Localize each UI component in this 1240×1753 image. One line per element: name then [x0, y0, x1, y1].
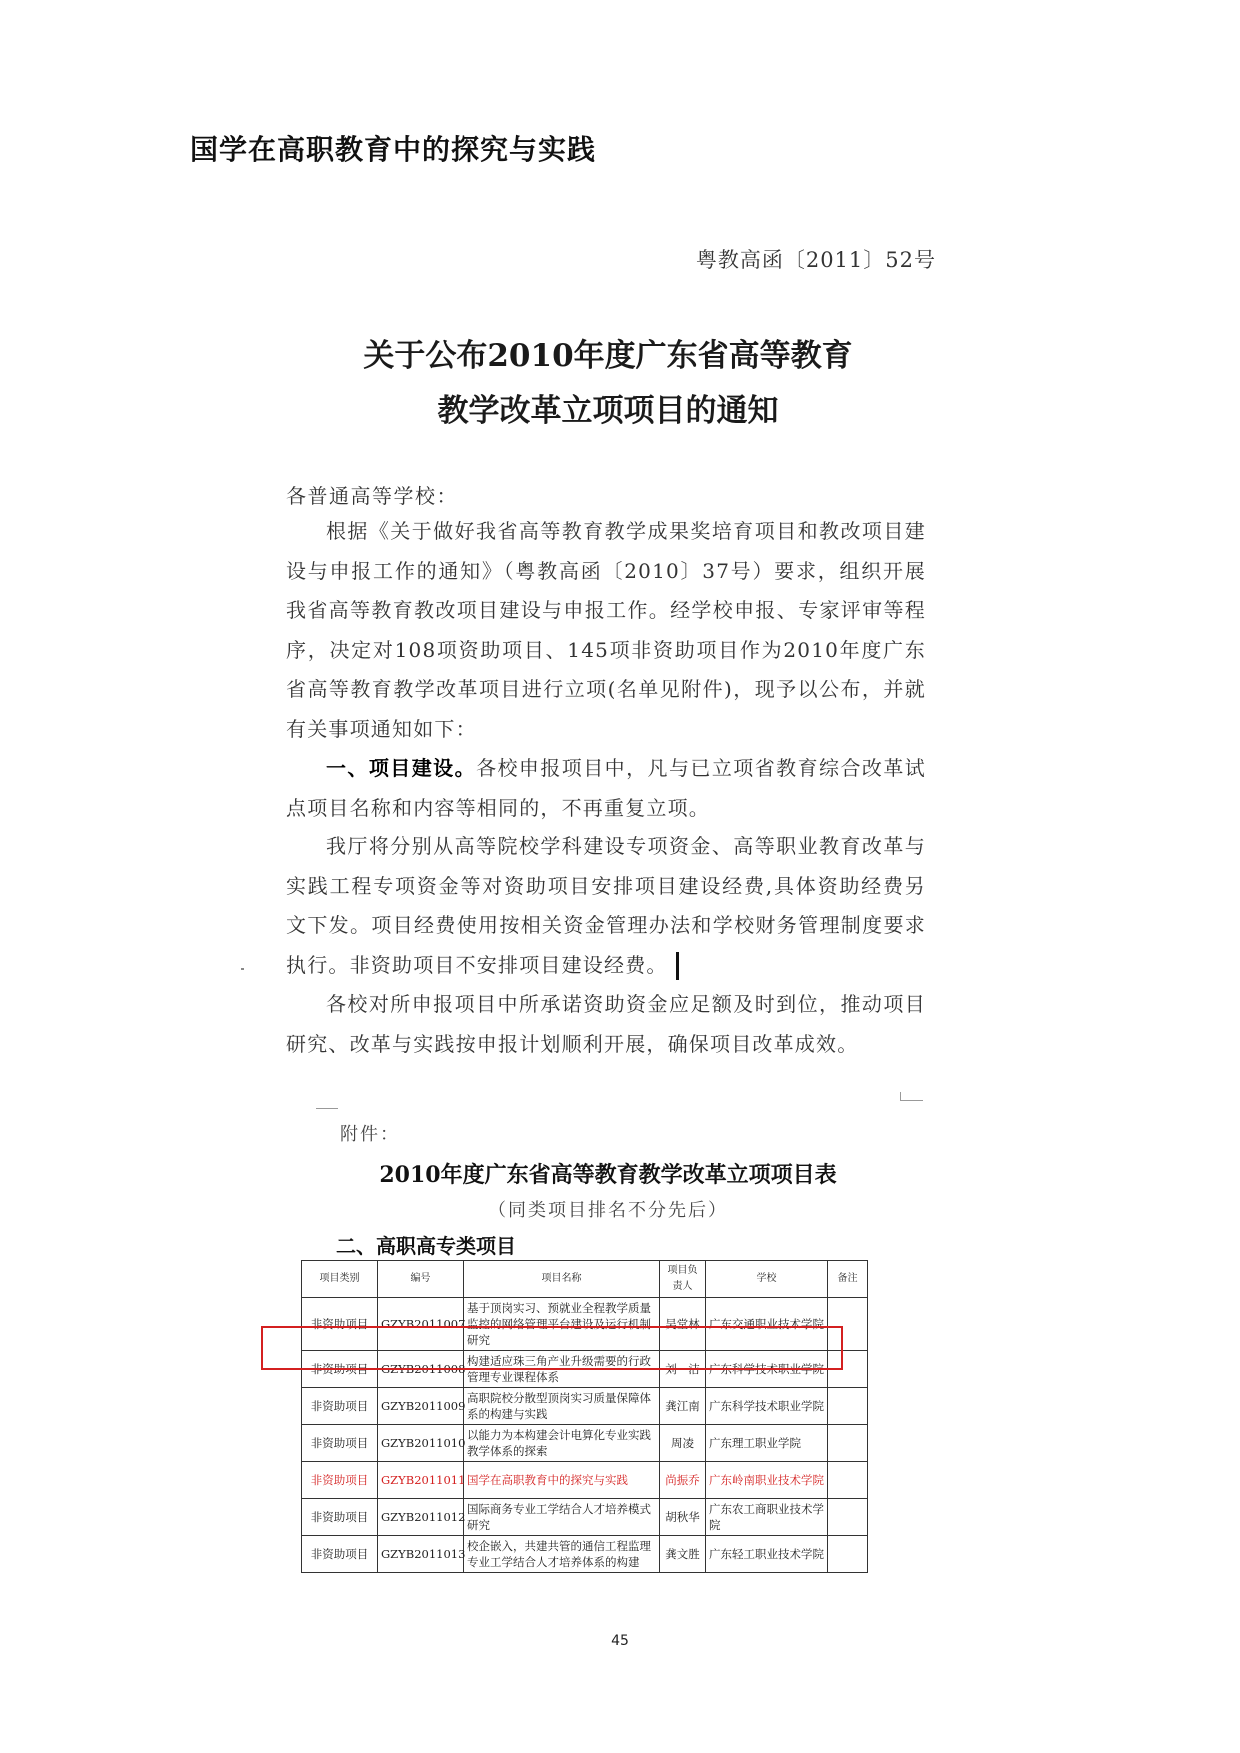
section-1-heading: 一、项目建设。 [326, 756, 477, 780]
section-1-text: 各校申报项目中，凡与已立项省教育综合改革试点项目名称和内容等相同的，不再重复立项。 [286, 756, 926, 820]
notice-title-line-1: 关于公布2010年度广东省高等教育 [363, 338, 853, 374]
cell-name: 国学在高职教育中的探究与实践 [464, 1462, 660, 1499]
scan-speck [241, 968, 244, 970]
scanned-notice [268, 230, 948, 1605]
page-corner-mark-right [900, 1092, 923, 1101]
cell-school: 广东科学技术职业学院 [706, 1388, 828, 1425]
paragraph-3 [286, 827, 926, 985]
cell-school: 广东理工职业学院 [706, 1425, 828, 1462]
cell-type: 非资助项目 [302, 1462, 378, 1499]
cell-leader: 尚振乔 [660, 1462, 706, 1499]
table-header-row [302, 1261, 868, 1298]
header-name: 项目名称 [464, 1261, 660, 1298]
cell-remark [828, 1462, 868, 1499]
cell-leader: 胡秋华 [660, 1499, 706, 1536]
cell-type: 非资助项目 [302, 1536, 378, 1573]
page-number: 45 [611, 1633, 629, 1649]
page-corner-mark-left [316, 1098, 338, 1109]
cell-remark [828, 1425, 868, 1462]
cell-type: 非资助项目 [302, 1351, 378, 1388]
cell-number: GZYB2011007 [378, 1298, 464, 1351]
paragraph-section-1 [286, 749, 926, 828]
cell-leader: 周凌 [660, 1425, 706, 1462]
cell-school: 广东科学技术职业学院 [706, 1351, 828, 1388]
cell-remark [828, 1536, 868, 1573]
cell-name: 以能力为本构建会计电算化专业实践教学体系的探索 [464, 1425, 660, 1462]
cell-number: GZYB2011009 [378, 1388, 464, 1425]
project-table-wrapper [301, 1260, 858, 1569]
text-cursor [676, 952, 679, 980]
salutation: 各普通高等学校： [286, 484, 458, 508]
document-number: 粤教高函〔2011〕52号 [695, 248, 936, 272]
cell-number: GZYB2011010 [378, 1425, 464, 1462]
category-heading: 二、高职高专类项目 [336, 1234, 516, 1258]
table-row [302, 1536, 868, 1573]
highlight-box [261, 1326, 843, 1370]
notice-title-line-2: 教学改革立项项目的通知 [437, 393, 779, 429]
cell-leader: 龚文胜 [660, 1536, 706, 1573]
header-type: 项目类别 [302, 1261, 378, 1298]
cell-name: 高职院校分散型顶岗实习质量保障体系的构建与实践 [464, 1388, 660, 1425]
cell-type: 非资助项目 [302, 1499, 378, 1536]
table-subtitle: （同类项目排名不分先后） [488, 1200, 728, 1221]
paragraph-4: 各校对所申报项目中所承诺资助资金应足额及时到位，推动项目研究、改革与实践按申报计划顺利开展，确保项目改革成效。 [286, 992, 926, 1056]
project-table [301, 1260, 868, 1573]
cell-type: 非资助项目 [302, 1425, 378, 1462]
cell-leader: 刘 洁 [660, 1351, 706, 1388]
cell-name: 校企嵌入，共建共管的通信工程监理专业工学结合人才培养体系的构建 [464, 1536, 660, 1573]
cell-number: GZYB2011008 [378, 1351, 464, 1388]
header-school: 学校 [706, 1261, 828, 1298]
cell-name: 构建适应珠三角产业升级需要的行政管理专业课程体系 [464, 1351, 660, 1388]
cell-type: 非资助项目 [302, 1298, 378, 1351]
table-row-highlighted [302, 1462, 868, 1499]
cell-remark [828, 1388, 868, 1425]
cell-name: 基于顶岗实习、预就业全程教学质量监控的网络管理平台建设及运行机制研究 [464, 1298, 660, 1351]
cell-school: 广东岭南职业技术学院 [706, 1462, 828, 1499]
header-remark: 备注 [828, 1261, 868, 1298]
cell-school: 广东轻工职业技术学院 [706, 1536, 828, 1573]
cell-leader: 吴堂林 [660, 1298, 706, 1351]
paragraph-3-text: 我厅将分别从高等院校学科建设专项资金、高等职业教育改革与实践工程专项资金等对资助项目安排项目建设经费,具体资助经费另文下发。项目经费使用按相关资金管理办法和学校财务管理制度要求执行。非资助项目不安排项目建设经费。 [286, 834, 926, 977]
paragraph-1: 根据《关于做好我省高等教育教学成果奖培育项目和教改项目建设与申报工作的通知》（粤教高函〔2010〕37号）要求，组织开展我省高等教育教改项目建设与申报工作。经学校申报、专家评审等程序，决定对108项资助项目、145项非资助项目作为2010年度广东省高等教育教学改革项目进行立项(名单见附件)，现予以公布，并就有关事项通知如下： [286, 519, 926, 741]
header-number: 编号 [378, 1261, 464, 1298]
cell-school: 广东农工商职业技术学院 [706, 1499, 828, 1536]
cell-leader: 龚江南 [660, 1388, 706, 1425]
attachment-label: 附件： [340, 1124, 400, 1145]
table-row [302, 1499, 868, 1536]
cell-name: 国际商务专业工学结合人才培养模式研究 [464, 1499, 660, 1536]
cell-number: GZYB2011012 [378, 1499, 464, 1536]
cell-number: GZYB2011011 [378, 1462, 464, 1499]
page-heading: 国学在高职教育中的探究与实践 [190, 133, 597, 166]
cell-type: 非资助项目 [302, 1388, 378, 1425]
cell-school: 广东交通职业技术学院 [706, 1298, 828, 1351]
table-row [302, 1388, 868, 1425]
table-title: 2010年度广东省高等教育教学改革立项项目表 [379, 1162, 837, 1188]
cell-remark [828, 1499, 868, 1536]
header-leader: 项目负责人 [660, 1261, 706, 1298]
table-row [302, 1425, 868, 1462]
cell-number: GZYB2011013 [378, 1536, 464, 1573]
